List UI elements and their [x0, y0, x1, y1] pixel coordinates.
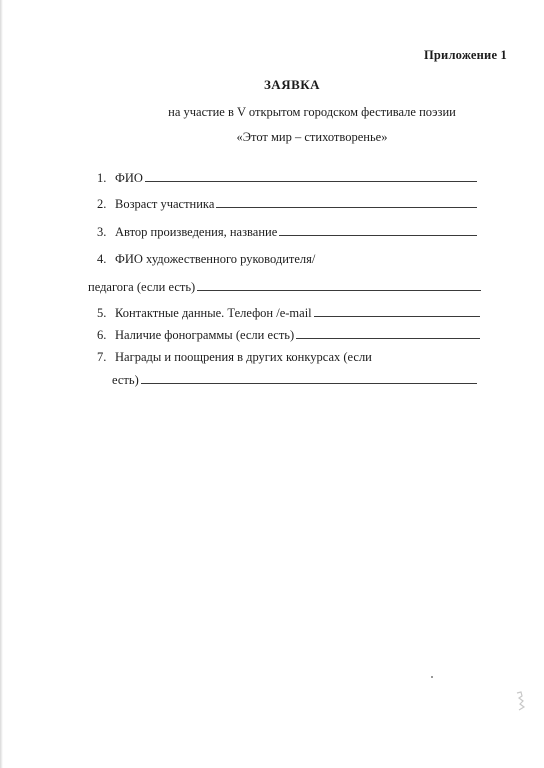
author-work-blank-line[interactable]: [279, 225, 477, 236]
document-title: ЗАЯВКА: [263, 77, 321, 92]
form-item-number: 6.: [97, 328, 107, 342]
form-item-supervisor: [97, 252, 477, 267]
form-item-awards: [97, 350, 477, 365]
form-item-number: 5.: [97, 306, 107, 320]
form-item-age: [97, 197, 477, 212]
form-item-fio: [97, 171, 477, 186]
form-item-contacts: [97, 306, 480, 321]
form-item-label: Возраст участника: [115, 197, 215, 211]
form-item-soundtrack: [97, 328, 480, 343]
form-item-continuation: педагога (если есть): [88, 280, 196, 294]
fio-blank-line[interactable]: [145, 171, 477, 182]
form-item-number: 3.: [97, 225, 107, 239]
form-item-author-work: [97, 225, 477, 240]
appendix-label: Приложение 1: [423, 48, 507, 62]
scan-smudge: [513, 690, 527, 712]
form-item-label: ФИО: [115, 171, 143, 185]
document-subtitle-line1: на участие в V открытом городском фестивале поэзии: [168, 105, 456, 119]
form-item-number: 7.: [97, 350, 107, 364]
form-item-label: ФИО художественного руководителя/: [115, 252, 316, 266]
scan-speck: [431, 676, 433, 678]
form-item-label: Автор произведения, название: [115, 225, 278, 239]
soundtrack-blank-line[interactable]: [296, 328, 480, 339]
document-subtitle-line2: «Этот мир – стихотворенье»: [236, 130, 388, 144]
form-item-label: Награды и поощрения в других конкурсах (если: [115, 350, 372, 364]
form-item-number: 1.: [97, 171, 107, 185]
form-item-supervisor-continuation: [88, 280, 481, 295]
form-item-label: Контактные данные. Телефон /e-mail: [115, 306, 312, 320]
form-item-label: Наличие фонограммы (если есть): [115, 328, 295, 342]
form-item-number: 2.: [97, 197, 107, 211]
form-item-continuation: есть): [112, 373, 139, 387]
form-item-number: 4.: [97, 252, 107, 266]
awards-blank-line[interactable]: [141, 373, 477, 384]
form-item-awards-continuation: [112, 373, 477, 388]
supervisor-blank-line[interactable]: [197, 280, 481, 291]
contacts-blank-line[interactable]: [314, 306, 480, 317]
age-blank-line[interactable]: [216, 197, 477, 208]
